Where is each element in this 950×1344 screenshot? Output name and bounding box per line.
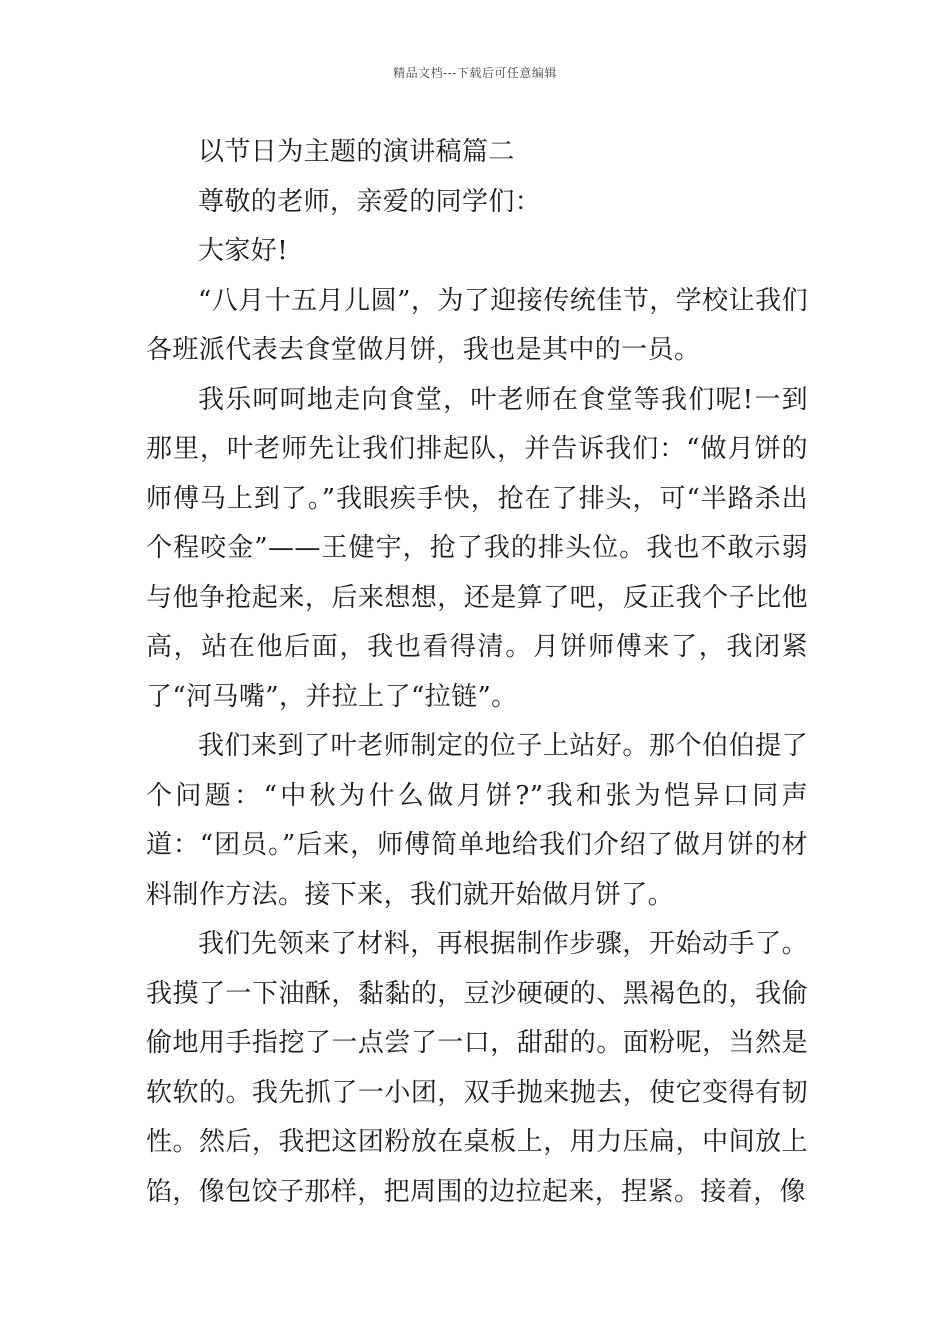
paragraph: 我们先领来了材料，再根据制作步骤，开始动手了。我摸了一下油酥，黏黏的，豆沙硬硬的、黑褐色的，我偷偷地用手指挖了一点尝了一口，甜甜的。面粉呢，当然是软软的。我先抓了一小团，双手抛来抛去，使它变得有韧性。然后，我把这团粉放在桌板上，用力压扁，中间放上馅，像包饺子那样，把周围的边拉起来，捏紧。接着，像 bbox=[146, 929, 808, 1207]
greeting: 大家好! bbox=[198, 236, 289, 266]
document-body bbox=[146, 128, 808, 1217]
document-title: 以节日为主题的演讲稿篇二 bbox=[198, 137, 515, 167]
page-header: 精品文档---下载后可任意编辑 bbox=[393, 66, 557, 80]
paragraph: 我乐呵呵地走向食堂，叶老师在食堂等我们呢!一到那里，叶老师先让我们排起队，并告诉我们：“做月饼的师傅马上到了。”我眼疾手快，抢在了排头，可“半路杀出个程咬金”——王健宇，抢了我的排头位。我也不敢示弱与他争抢起来，后来想想，还是算了吧，反正我个子比他高，站在他后面，我也看得清。月饼师傅来了，我闭紧了“河马嘴”，并拉上了“拉链”。 bbox=[146, 384, 808, 712]
paragraph: “八月十五月儿圆”，为了迎接传统佳节，学校让我们各班派代表去食堂做月饼，我也是其中的一员。 bbox=[146, 285, 808, 365]
salutation: 尊敬的老师，亲爱的同学们： bbox=[198, 186, 542, 217]
paragraph: 我们来到了叶老师制定的位子上站好。那个伯伯提了个问题：“中秋为什么做月饼?”我和张为恺异口同声道：“团员。”后来，师傅简单地给我们介绍了做月饼的材料制作方法。接下来，我们就开始做月饼了。 bbox=[146, 731, 808, 910]
